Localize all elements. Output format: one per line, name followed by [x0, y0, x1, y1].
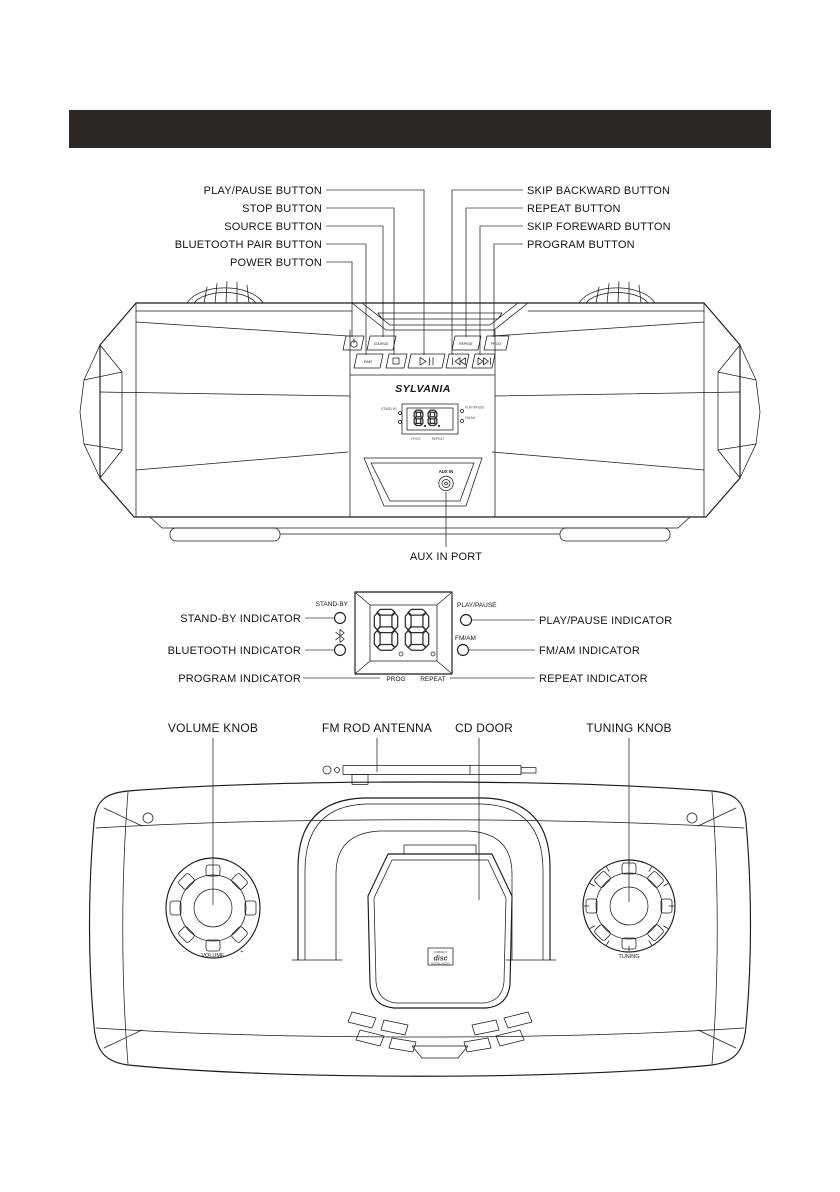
callout-aux-in-port: AUX IN PORT	[409, 551, 483, 563]
callout-program-button: PROGRAM BUTTON	[527, 239, 635, 251]
mark-repeat: REPEAT	[420, 676, 446, 683]
leader-stop	[326, 208, 394, 355]
aux-in-port	[439, 476, 453, 490]
callout-fm-rod-antenna: FM ROD ANTENNA	[321, 721, 433, 735]
front-right-callouts	[452, 185, 671, 355]
skip-foreward-icon	[478, 358, 491, 365]
mark-play-pause: PLAY/PAUSE	[457, 602, 497, 609]
mark-fm-am: FM/AM	[455, 635, 476, 642]
callout-power-button: POWER BUTTON	[229, 257, 322, 269]
svg-text:SOURCE: SOURCE	[373, 342, 389, 346]
standby-led	[335, 613, 346, 624]
digit-dot-1	[399, 652, 403, 656]
mini-fm-am-label: FM/AM	[465, 416, 476, 420]
callout-standby-indicator: STAND-BY INDICATOR	[180, 613, 301, 625]
indicator-right-callouts	[450, 615, 672, 685]
aux-recess	[364, 458, 482, 506]
callout-tuning-knob: TUNING KNOB	[586, 721, 672, 735]
callout-repeat-button: REPEAT BUTTON	[527, 203, 621, 215]
fm-am-led	[458, 645, 469, 656]
callout-skip-foreward-button: SKIP FOREWARD BUTTON	[527, 221, 671, 233]
play-pause-icon	[420, 358, 433, 366]
front-right-foot	[560, 528, 670, 541]
mini-standby-label: STAND-BY	[381, 407, 397, 411]
front-buttons	[343, 336, 509, 368]
top-view-diagram	[90, 721, 751, 1076]
mini-repeat-label: REPEAT	[431, 437, 445, 441]
play-pause-led	[461, 615, 472, 626]
tuning-knob-label: TUNING	[618, 954, 640, 960]
front-view-diagram	[80, 185, 760, 563]
callout-fm-am-indicator: FM/AM INDICATOR	[539, 645, 640, 657]
program-button	[484, 336, 509, 350]
callout-skip-backward-button: SKIP BACKWARD BUTTON	[527, 185, 671, 197]
front-right-knob	[579, 282, 655, 304]
right-screw-hole	[687, 813, 697, 823]
svg-text:disc: disc	[433, 955, 448, 963]
indicator-diagram	[168, 592, 673, 685]
callout-cd-door: CD DOOR	[454, 721, 514, 735]
cd-logo	[428, 948, 453, 965]
leader-power	[326, 262, 352, 337]
svg-text:DIGITAL AUDIO: DIGITAL AUDIO	[431, 962, 450, 966]
callout-bluetooth-pair-button: BLUETOOTH PAIR BUTTON	[174, 239, 322, 251]
callout-source-button: SOURCE BUTTON	[224, 221, 322, 233]
skip-backward-button	[446, 354, 469, 368]
left-screw-hole	[143, 813, 153, 823]
mini-play-pause-label: PLAY/PAUSE	[465, 405, 485, 410]
play-pause-button	[408, 354, 445, 368]
volume-minus: -	[183, 949, 185, 955]
stop-button	[386, 354, 407, 368]
mini-fm-am-led	[461, 420, 464, 423]
callout-play-pause-button: PLAY/PAUSE BUTTON	[203, 185, 322, 197]
front-body-drawing	[80, 282, 760, 542]
svg-text:PAIR: PAIR	[364, 360, 372, 364]
digit-dot-2	[431, 652, 435, 656]
leader-repeat	[466, 208, 523, 337]
skip-backward-icon	[453, 358, 466, 365]
mini-bluetooth-led	[399, 421, 402, 424]
power-button	[343, 336, 364, 350]
skip-foreward-button	[472, 354, 495, 368]
volume-knob-label: VOLUME	[201, 953, 225, 959]
brand-logo: SYLVANIA	[395, 383, 451, 395]
callout-volume-knob: VOLUME KNOB	[167, 721, 259, 735]
volume-plus: +	[240, 949, 244, 955]
mini-standby-led	[399, 412, 402, 415]
repeat-button	[452, 336, 481, 350]
callout-stop-button: STOP BUTTON	[242, 203, 322, 215]
callout-bluetooth-indicator: BLUETOOTH INDICATOR	[167, 645, 301, 657]
mark-prog: PROG	[386, 676, 406, 683]
indicator-display	[355, 592, 452, 674]
mini-play-pause-led	[461, 410, 464, 413]
callout-repeat-indicator: REPEAT INDICATOR	[539, 673, 648, 685]
leader-program	[494, 244, 523, 337]
bluetooth-icon	[336, 630, 344, 643]
indicator-left-callouts	[168, 613, 380, 685]
mini-prog-label: PROG	[411, 437, 421, 441]
handle-bar	[378, 313, 502, 319]
svg-text:REPEAT: REPEAT	[459, 342, 473, 346]
bluetooth-pair-button	[354, 354, 383, 368]
cd-door	[368, 845, 512, 1008]
front-left-knob	[187, 282, 263, 304]
front-mini-display	[381, 404, 484, 441]
callout-program-indicator: PROGRAM INDICATOR	[178, 673, 301, 685]
leader-pair	[326, 244, 366, 355]
bluetooth-led	[335, 645, 346, 656]
callout-play-pause-indicator: PLAY/PAUSE INDICATOR	[539, 615, 673, 627]
top-view-buttons	[348, 1012, 532, 1058]
stop-icon	[393, 358, 399, 364]
aux-in-text: AUX IN	[438, 469, 454, 474]
mark-standby: STAND-BY	[315, 601, 348, 608]
svg-text:COMPACT: COMPACT	[433, 950, 448, 954]
front-left-foot	[170, 528, 280, 541]
front-left-callouts	[175, 185, 424, 355]
carry-handle	[292, 798, 556, 960]
svg-text:PROG: PROG	[490, 342, 502, 346]
source-button	[367, 336, 396, 350]
